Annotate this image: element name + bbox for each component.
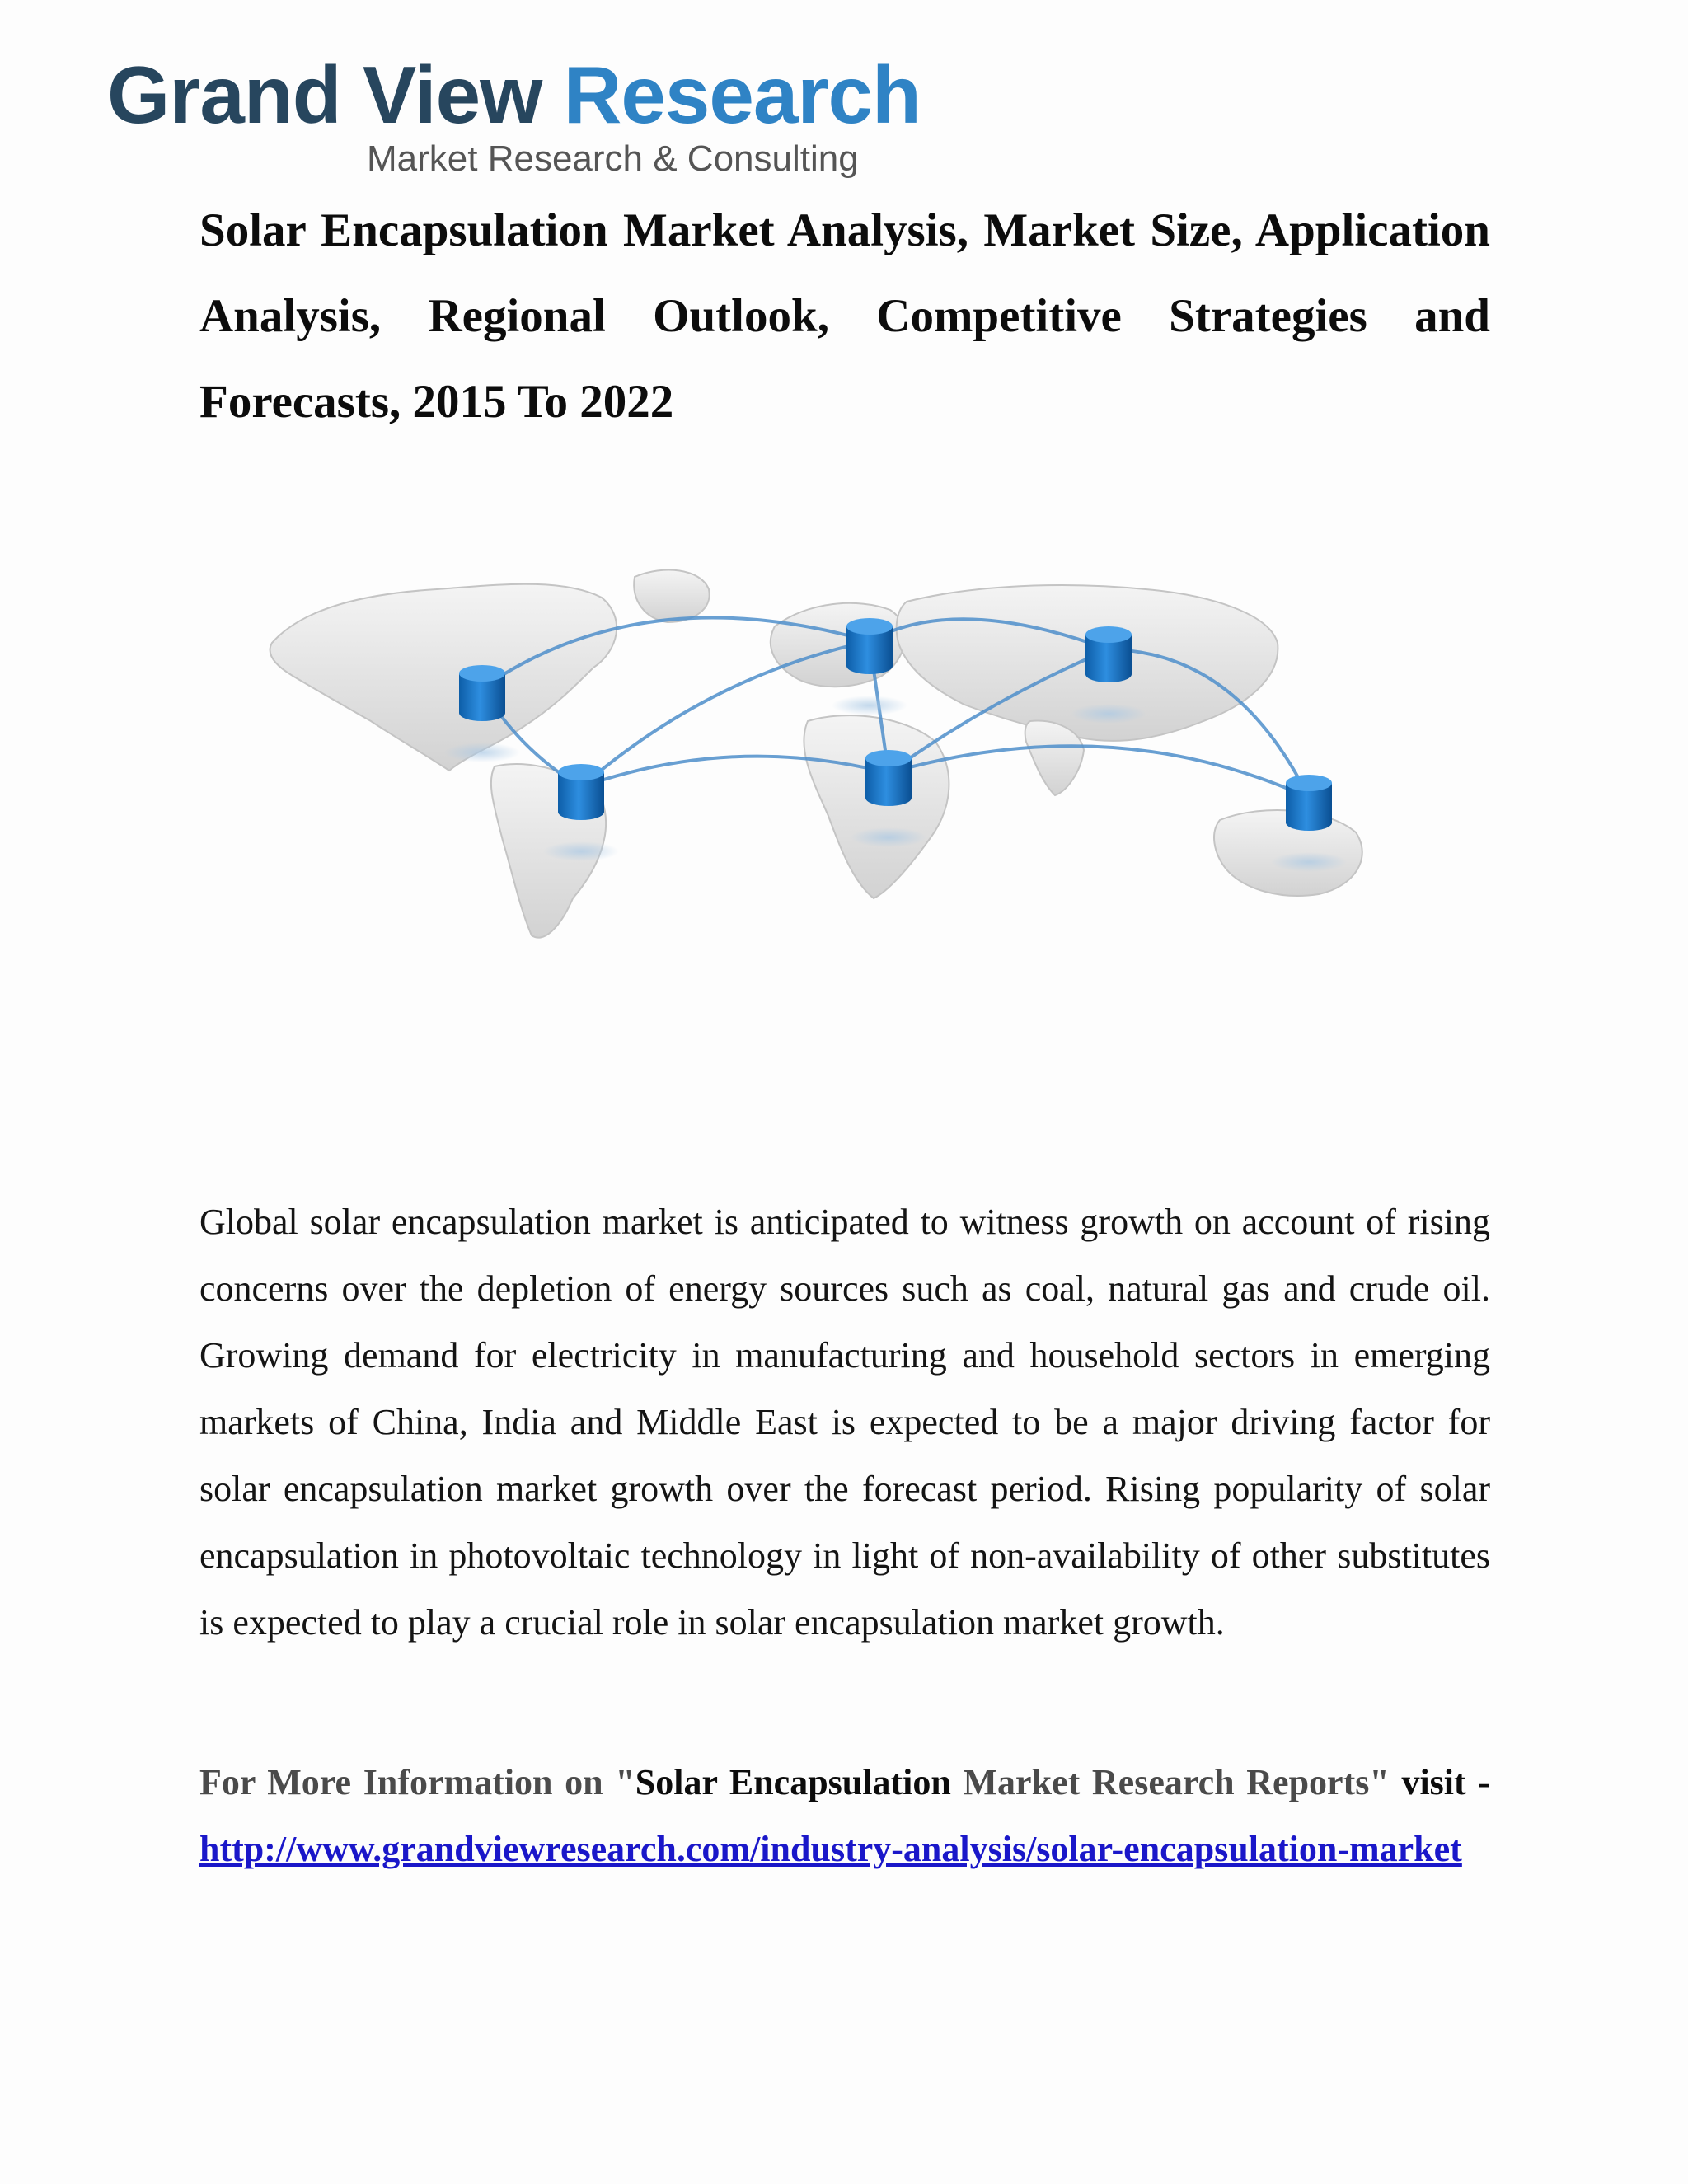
- more-info-paragraph: For More Information on "Solar Encapsulation Market Research Reports" visit - http://www.grandviewresearch.com/industry-analysis/solar-encapsulation-market: [199, 1762, 1490, 1869]
- logo-tagline: Market Research & Consulting: [367, 138, 859, 179]
- company-logo: [107, 49, 921, 185]
- report-topic: Solar Encapsulation: [635, 1762, 951, 1802]
- visit-label: visit -: [1401, 1762, 1490, 1802]
- continents: [270, 570, 1362, 938]
- logo-wordmark: Grand View Research: [107, 49, 921, 140]
- north-america: [270, 584, 617, 771]
- greenland: [634, 570, 709, 622]
- world-network-database-icon: [247, 544, 1467, 972]
- africa: [804, 715, 949, 898]
- report-title: Solar Encapsulation Market Analysis, Market Size, Application Analysis, Regional Outlook, Competitive Strategies and Forecasts, 2015 To 2022: [199, 204, 1490, 428]
- report-url-link[interactable]: http://www.grandviewresearch.com/industry-analysis/solar-encapsulation-market: [199, 1829, 1462, 1869]
- intro-paragraph: Global solar encapsulation market is anticipated to witness growth on account of rising concerns over the depletion of energy sources such as coal, natural gas and crude oil. Growing demand for electricity in manufacturing and household sectors in emerging markets of China, India and Middle East is expected to be a major driving factor for solar encapsulation market growth over the forecast period. Rising popularity of solar encapsulation in photovoltaic technology in light of non-availability of other substitutes is expected to play a crucial role in solar encapsulation market growth.: [199, 1202, 1490, 1643]
